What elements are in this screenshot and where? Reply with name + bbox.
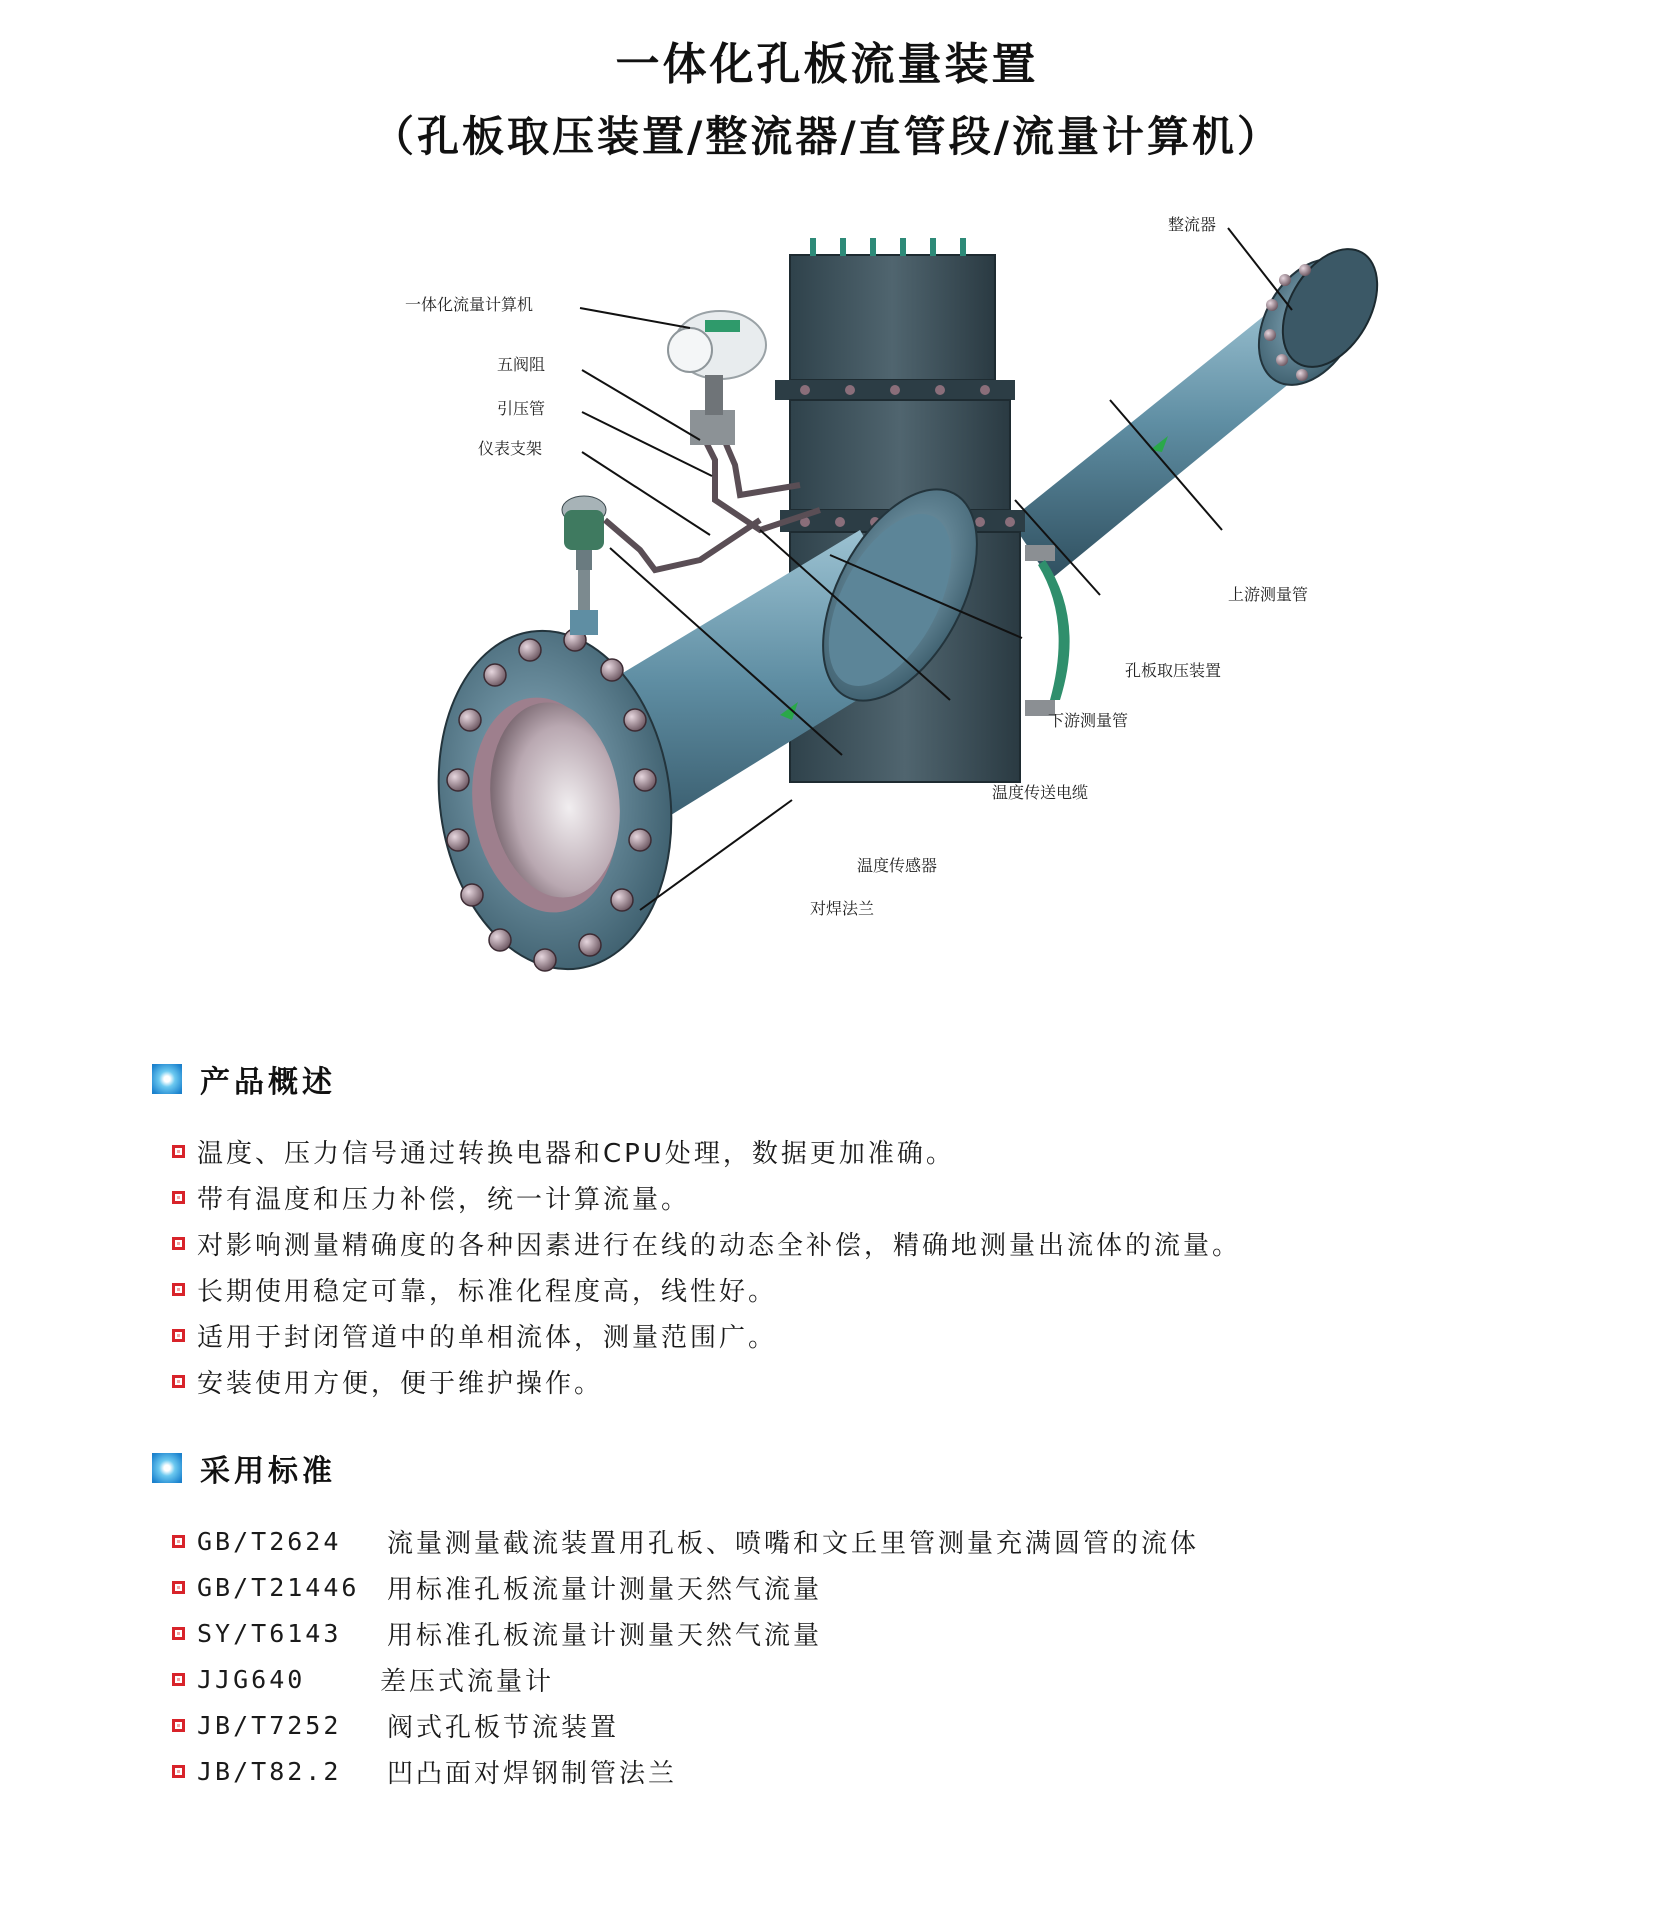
section-square-icon <box>152 1064 182 1094</box>
list-item: JB/T7252 阀式孔板节流装置 <box>172 1702 1199 1748</box>
label-instrument-bracket: 仪表支架 <box>478 439 543 458</box>
list-item: 对影响测量精确度的各种因素进行在线的动态全补偿，精确地测量出流体的流量。 <box>172 1220 1241 1266</box>
list-item: GB/T21446 用标准孔板流量计测量天然气流量 <box>172 1564 1199 1610</box>
temperature-sensor <box>562 496 606 635</box>
overview-title: 产品概述 <box>200 1065 336 1100</box>
red-square-bullet-icon <box>172 1375 185 1388</box>
red-square-bullet-icon <box>172 1191 185 1204</box>
red-square-bullet-icon <box>172 1765 185 1778</box>
section-square-icon <box>152 1453 182 1483</box>
red-square-bullet-icon <box>172 1581 185 1594</box>
list-item: JJG640 差压式流量计 <box>172 1656 1199 1702</box>
label-temp-cable: 温度传送电缆 <box>992 783 1089 802</box>
list-item: 安装使用方便，便于维护操作。 <box>172 1358 1241 1404</box>
list-item: 适用于封闭管道中的单相流体，测量范围广。 <box>172 1312 1241 1358</box>
red-square-bullet-icon <box>172 1329 185 1342</box>
standards-heading <box>152 1446 336 1490</box>
label-upstream-pipe: 上游测量管 <box>1228 585 1309 604</box>
product-diagram <box>0 200 1654 1020</box>
red-square-bullet-icon <box>172 1627 185 1640</box>
impulse-pipes <box>605 430 820 570</box>
label-orifice-device: 孔板取压装置 <box>1125 661 1222 680</box>
label-temp-sensor: 温度传感器 <box>857 856 938 875</box>
list-item: GB/T2624 流量测量截流装置用孔板、喷嘴和文丘里管测量充满圆管的流体 <box>172 1518 1199 1564</box>
flow-computer <box>668 311 766 445</box>
red-square-bullet-icon <box>172 1673 185 1686</box>
page-title: 一体化孔板流量装置 <box>615 39 1039 90</box>
red-square-bullet-icon <box>172 1719 185 1732</box>
list-item: 长期使用稳定可靠，标准化程度高，线性好。 <box>172 1266 1241 1312</box>
red-square-bullet-icon <box>172 1237 185 1250</box>
page-subtitle: （孔板取压装置/整流器/直管段/流量计算机） <box>371 112 1283 161</box>
list-item: 温度、压力信号通过转换电器和CPU处理，数据更加准确。 <box>172 1128 1241 1174</box>
label-flow-computer: 一体化流量计算机 <box>405 295 534 314</box>
label-rectifier: 整流器 <box>1168 215 1217 234</box>
overview-heading <box>152 1057 336 1101</box>
upstream-pipe <box>1010 233 1397 580</box>
standards-title: 采用标准 <box>200 1454 336 1489</box>
list-item: SY/T6143 用标准孔板流量计测量天然气流量 <box>172 1610 1199 1656</box>
list-item: JB/T82.2 凹凸面对焊钢制管法兰 <box>172 1748 1199 1794</box>
standards-list <box>172 1518 1199 1794</box>
list-item: 带有温度和压力补偿，统一计算流量。 <box>172 1174 1241 1220</box>
label-impulse-pipe: 引压管 <box>497 399 546 418</box>
red-square-bullet-icon <box>172 1145 185 1158</box>
red-square-bullet-icon <box>172 1535 185 1548</box>
overview-list <box>172 1128 1241 1404</box>
label-downstream-pipe: 下游测量管 <box>1048 711 1129 730</box>
label-butt-flange: 对焊法兰 <box>810 899 875 918</box>
red-square-bullet-icon <box>172 1283 185 1296</box>
label-five-valve: 五阀阻 <box>497 355 546 374</box>
